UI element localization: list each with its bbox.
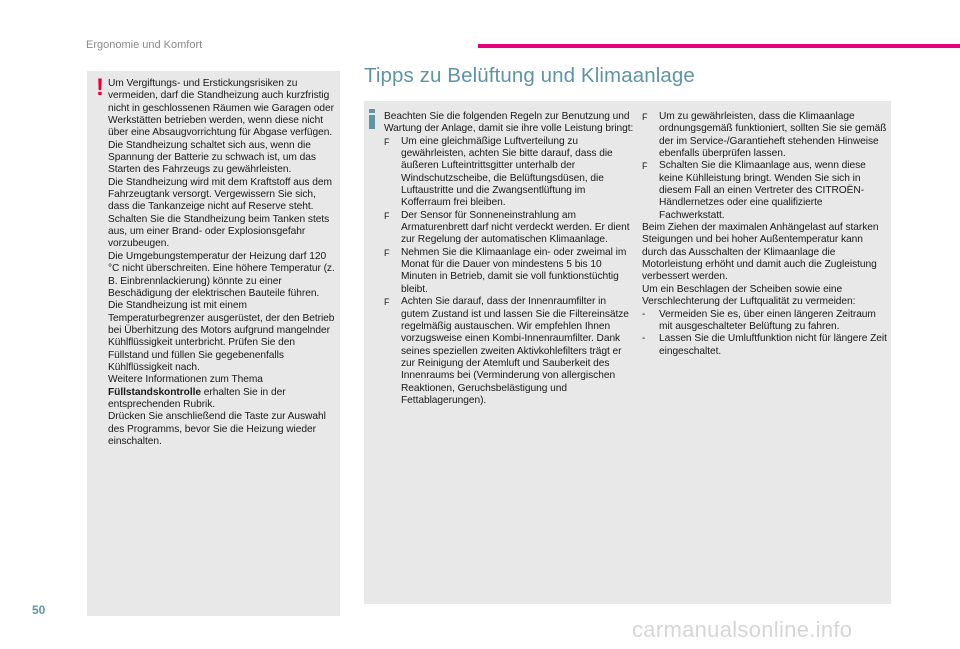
warning-paragraph: Die Standheizung wird mit dem Kraftstoff aus dem Fahrzeugtank versorgt. Vergewissern Sie sich, dass die Tankanzeige nicht auf Reserve steht. xyxy=(108,176,332,213)
bullet-marker-icon: F xyxy=(384,297,390,308)
warning-more-info xyxy=(108,374,336,411)
list-item: F Achten Sie darauf, dass der Innenraumfilter in gutem Zustand ist und lassen Sie die Filtereinsätze regelmäßig austauschen. Wir empfehlen Ihnen vorzugsweise einen Kombi-Innenraumfilter. Dank seines speziellen zweiten Aktivkohlefilters trägt er zur Reinigung der Atemluft und Sauberkeit des Innenraums bei (Verminderung von allergischen Reaktionen, Geruchsbelästigung und Fettablagerungen). xyxy=(384,296,629,406)
warning-paragraph: Die Umgebungstemperatur der Heizung darf 120 °C nicht überschreiten. Eine höhere Temperatur (z. B. Einbrennlackierung) könnte zu einer Beschädigung der elektrischen Bauteile führen. xyxy=(108,250,335,299)
info-column-left xyxy=(384,111,634,407)
page-number: 50 xyxy=(32,603,46,617)
warning-paragraph: Drücken Sie anschließend die Taste zur Auswahl des Programms, bevor Sie die Heizung wieder einschalten. xyxy=(108,411,326,447)
bullet-marker-icon: F xyxy=(642,112,648,122)
header-title: Ergonomie und Komfort xyxy=(86,39,203,51)
bullet-marker-icon: F xyxy=(642,161,648,172)
info-column-right xyxy=(642,111,887,358)
info-icon xyxy=(368,109,376,129)
list-item: F Um eine gleichmäßige Luftverteilung zu gewährleisten, achten Sie bitte darauf, dass die äußeren Lufteintrittsgitter unterhalb der Windschutzscheibe, die Belüftungsdüsen, die Luftaustritte und die Zwangsentlüftung im Kofferraum frei bleiben. xyxy=(384,135,613,209)
warning-paragraph: Die Standheizung schaltet sich aus, wenn die Spannung der Batterie zu schwach ist, um das Starten des Fahrzeugs zu gewährleisten. xyxy=(108,139,316,176)
exclamation-icon: ! xyxy=(96,74,104,101)
list-item: F Schalten Sie die Klimaanlage aus, wenn diese keine Kühlleistung bringt. Wenden Sie sich in diesem Fall an einen Vertreter des CITROËN-Händlernetzes oder eine qualifizierte Fachwerkstatt. xyxy=(642,160,866,221)
more-info-suffix: erhalten Sie in der entsprechenden Rubrik. xyxy=(108,386,286,410)
warning-paragraph: Um Vergiftungs- und Erstickungsrisiken zu vermeiden, darf die Standheizung auch kurzfristig nicht in geschlossenen Räumen wie Garagen oder Werkstätten betrieben werden, wenn diese nicht über eine Absaugvorrichtung für Abgase verfügen. xyxy=(108,78,334,139)
more-info-topic: Füllstandskontrolle xyxy=(108,386,202,398)
header-accent-bar xyxy=(478,44,960,48)
more-info-prefix: Weitere Informationen zum Thema xyxy=(108,374,263,386)
list-item: F Der Sensor für Sonneneinstrahlung am Armaturenbrett darf nicht verdeckt werden. Er dient zur Regelung der automatischen Klimaanlage. xyxy=(384,209,630,246)
bullet-marker-icon: F xyxy=(384,210,390,221)
dash-marker: - xyxy=(642,333,646,345)
warning-text xyxy=(108,78,336,448)
bullet-marker-icon: F xyxy=(384,136,390,147)
section-title: Tipps zu Belüftung und Klimaanlage xyxy=(364,64,695,87)
dash-marker: - xyxy=(642,308,646,320)
watermark: carmanualsonline.info xyxy=(632,617,853,642)
warning-paragraph: Die Standheizung ist mit einem Temperaturbegrenzer ausgerüstet, der den Betrieb bei Überhitzung des Motors aufgrund mangelnder Kühlflüssigkeit unterbricht. Prüfen Sie den Füllstand und füllen Sie gegebenenfalls Kühlflüssigkeit nach. xyxy=(108,300,335,373)
bullet-marker-icon: F xyxy=(384,247,390,258)
fog-paragraph: Um ein Beschlagen der Scheiben sowie eine Verschlechterung der Luftqualität zu vermeiden: xyxy=(642,283,856,308)
list-item: F Nehmen Sie die Klimaanlage ein- oder zweimal im Monat für die Dauer von mindestens 5 bis 10 Minuten in Betrieb, damit sie voll funktionstüchtig bleibt. xyxy=(384,246,627,295)
list-item: F Um zu gewährleisten, dass die Klimaanlage ordnungsgemäß funktioniert, sollten Sie sie gemäß der im Service-/Garantieheft stehenden Hinweise ebenfalls überprüfen lassen. xyxy=(642,111,887,160)
list-item: - Vermeiden Sie es, über einen längeren Zeitraum mit ausgeschalteter Belüftung zu fahren. xyxy=(642,308,876,332)
info-intro: Beachten Sie die folgenden Regeln zur Benutzung und Wartung der Anlage, damit sie ihre volle Leistung bringt: xyxy=(384,111,634,135)
warning-paragraph: Schalten Sie die Standheizung beim Tanken stets aus, um einer Brand- oder Explosionsgefahr vorzubeugen. xyxy=(108,213,330,250)
trailer-paragraph: Beim Ziehen der maximalen Anhängelast auf starken Steigungen und bei hoher Außentemperatur kann durch das Ausschalten der Klimaanlage die Motorleistung erhöht und damit auch die Zugleistung verbessert werden. xyxy=(642,222,879,283)
list-item: - Lassen Sie die Umluftfunktion nicht für längere Zeit eingeschaltet. xyxy=(642,333,887,357)
